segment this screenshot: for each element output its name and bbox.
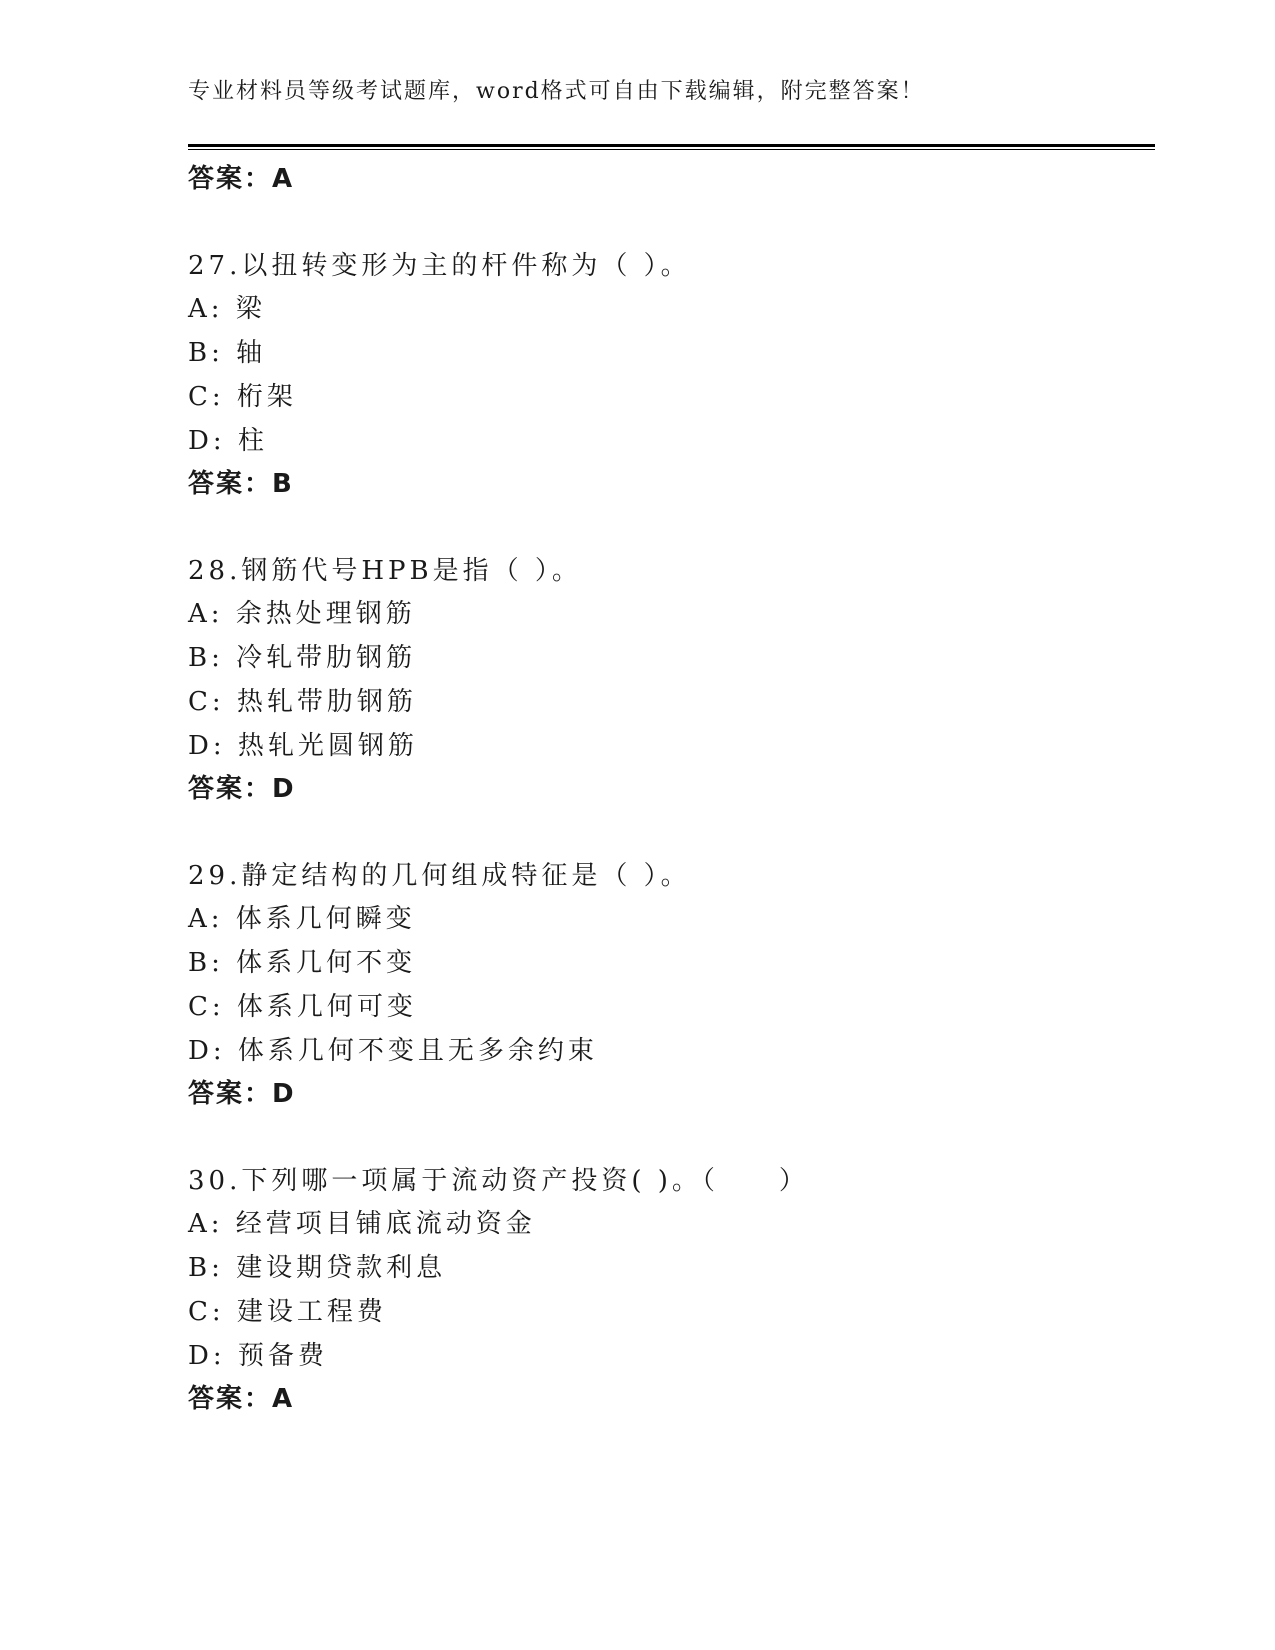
option-b: B: 建设期贷款利息 [188, 1253, 447, 1283]
answer: 答案：A [188, 1384, 295, 1414]
option-d: D: 体系几何不变且无多余约束 [188, 1036, 598, 1066]
option-c: C: 热轧带肋钢筋 [188, 687, 417, 717]
answer: 答案：D [188, 774, 296, 804]
option-b: B: 轴 [188, 338, 267, 368]
option-b: B: 体系几何不变 [188, 948, 417, 978]
question-stem: 30.下列哪一项属于流动资产投资( )。（ ） [188, 1166, 809, 1196]
option-d: D: 热轧光圆钢筋 [188, 731, 418, 761]
answer: 答案：D [188, 1079, 296, 1109]
question-stem: 27.以扭转变形为主的杆件称为（ ）。 [188, 251, 691, 281]
question-stem: 28.钢筋代号HPB是指（ ）。 [188, 556, 582, 586]
previous-answer: 答案：A [188, 164, 295, 194]
option-b: B: 冷轧带肋钢筋 [188, 643, 417, 673]
header-rule-thin [188, 149, 1155, 150]
option-a: A: 梁 [188, 294, 266, 324]
option-c: C: 建设工程费 [188, 1297, 387, 1327]
option-d: D: 预备费 [188, 1341, 328, 1371]
option-c: C: 桁架 [188, 382, 297, 412]
question-stem: 29.静定结构的几何组成特征是（ ）。 [188, 861, 691, 891]
option-c: C: 体系几何可变 [188, 992, 417, 1022]
option-a: A: 体系几何瞬变 [188, 904, 416, 934]
option-d: D: 柱 [188, 426, 268, 456]
header-rule-thick [188, 144, 1155, 147]
option-a: A: 经营项目铺底流动资金 [188, 1209, 536, 1239]
page-header: 专业材料员等级考试题库，word格式可自由下载编辑，附完整答案！ [188, 79, 925, 104]
option-a: A: 余热处理钢筋 [188, 599, 416, 629]
answer: 答案：B [188, 469, 294, 499]
